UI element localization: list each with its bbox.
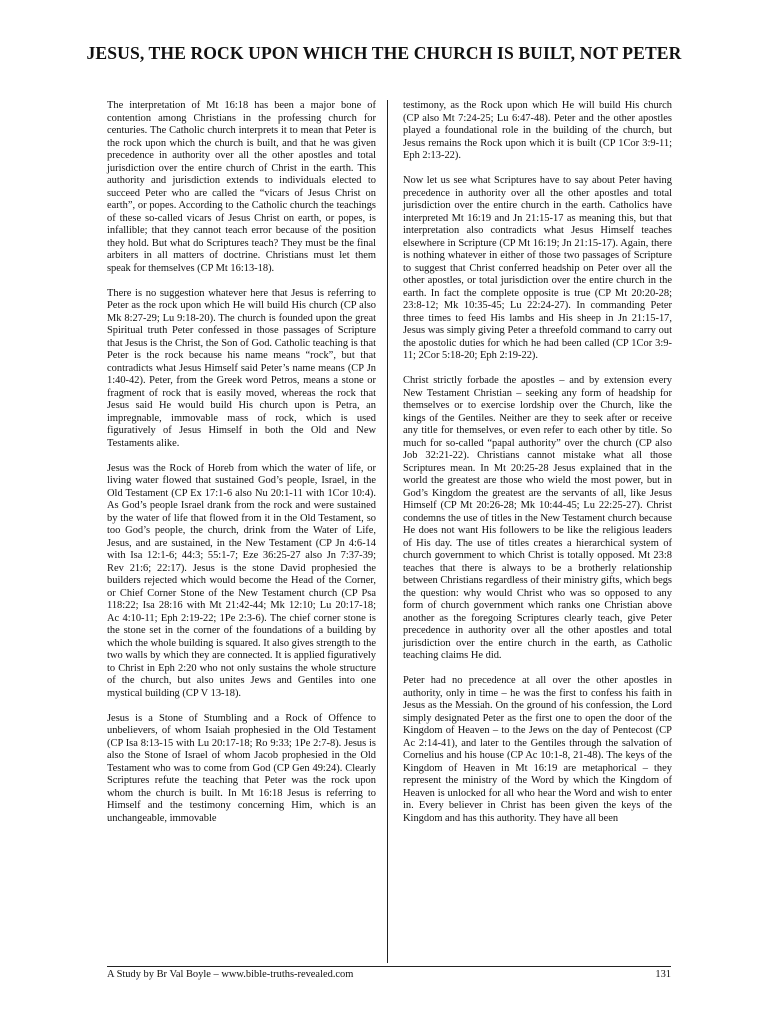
paragraph: Jesus is a Stone of Stumbling and a Rock of Offence to unbelievers, of whom Isaiah prophesied in the Old Testament (CP Isa 8:13-15 with Lu 20:17-18; Ro 9:33; 1Pe 2:7-8). Jesus is also the Stone of Israel of whom Jacob prophesied in the Old Testament who was to come from God (CP Gen 49:24). Clearly Scriptures refute the teaching that Peter was the rock upon whom the church is built. In Mt 16:18 Jesus is referring to Himself and the testimony concerning Him, which is an unchangeable, immovable bbox=[107, 712, 376, 824]
page-number: 131 bbox=[655, 969, 671, 980]
paragraph: The interpretation of Mt 16:18 has been a major bone of contention among Christians in the professing church for centuries. The Catholic church interprets it to mean that Peter is the rock upon which the church is built, and that he was given precedence in authority over all the other apostles and total jurisdiction over the entire church of Christ in the earth. This authority and jurisdiction extends to individuals elected to succeed Peter who are called the “vicars of Jesus Christ on earth”, or popes. According to the Catholic church the teachings of these so-called vicars of Jesus Christ on earth, or popes, is infallible; that they cannot teach error because of the position they hold. But what do Scriptures teach? They must be the final arbiters in all matters of doctrine. Christians must let them speak for themselves (CP Mt 16:13-18). bbox=[107, 100, 376, 274]
paragraph: testimony, as the Rock upon which He will build His church (CP also Mt 7:24-25; Lu 6:47-48). Peter and the other apostles played a foundational role in the building of the church, but Jesus remains the Rock upon which it is built (CP 1Cor 3:9-11; Eph 2:13-22). bbox=[403, 100, 672, 161]
paragraph: Christ strictly forbade the apostles – and by extension every New Testament Christian – seeking any form of headship for themselves or to exercise lordship over the Church, like the kings of the Gentiles. Neither are they to seek after or receive any title for themselves, or even refer to each other by title. So much for so-called “papal authority” over the church (CP also Job 32:21-22). Christians cannot mistake what all those Scriptures mean. In Mt 20:25-28 Jesus explained that in the world the greatest are those who wield the most power, but in God’s Kingdom the greatest are the servants of all, like Jesus Himself (CP Mt 20:26-28; Mk 10:44-45; Lu 22:25-27). Christ condemns the use of titles in the New Testament church because He does not want His followers to be like the religious leaders of His day. The use of titles creates a hierarchical system of church government to which Christ is totally opposed. Mt 23:8 teaches that there is always to be a brotherly relationship between Christians regardless of their ministry gifts, which begs the question: why would Christ who was so opposed to any form of church government which ranks one Christian above another as the foregoing Scriptures clearly teach, give Peter precedence in authority over all the other apostles and total jurisdiction over the entire church in the earth, as Catholic teaching claims He did. bbox=[403, 375, 672, 661]
footer-divider bbox=[107, 966, 671, 967]
column-divider bbox=[387, 100, 388, 963]
footer-attribution: A Study by Br Val Boyle – www.bible-truths-revealed.com bbox=[107, 969, 354, 980]
right-column bbox=[403, 100, 672, 825]
paragraph: There is no suggestion whatever here that Jesus is referring to Peter as the rock upon which He will build His church (CP also Mk 8:27-29; Lu 9:18-20). The church is founded upon the great Spiritual truth Peter confessed in those passages of Scripture that Jesus is the Christ, the Son of God. Catholic teaching is that Peter is the rock because his name means “rock”, but that contradicts what Jesus Himself said Peter’s name means (CP Jn 1:40-42). Peter, from the Greek word Petros, means a stone or fragment of rock that is easily moved, whereas the rock that Jesus said He would build His church upon is Petra, an impregnable, immovable mass of rock, which is used figuratively of Jesus Himself in both the Old and New Testaments alike. bbox=[107, 287, 376, 449]
paragraph: Peter had no precedence at all over the other apostles in authority, only in time – he was the first to confess his faith in Jesus as the Messiah. On the ground of his confession, the Lord simply designated Peter as the first one to open the door of the Kingdom of Heaven – to the Jews on the day of Pentecost (CP Ac 2:14-41), and later to the Gentiles through the salvation of Cornelius and his house (CP Ac 10:1-8, 21-48). The keys of the Kingdom of Heaven in Mt 16:19 are metaphorical – they represent the ministry of the Word by which the Kingdom of Heaven is unlocked for all who hear the Word and wish to enter in. Every believer in Christ has been given the keys of the Kingdom and has this authority. They have all been bbox=[403, 675, 672, 824]
page-title: JESUS, THE ROCK UPON WHICH THE CHURCH IS BUILT, NOT PETER bbox=[86, 43, 682, 63]
paragraph: Now let us see what Scriptures have to say about Peter having precedence in authority over all the other apostles and total jurisdiction over the entire church in the earth. Catholics have interpreted Mt 16:19 and Jn 21:15-17 as meaning this, but that interpretation also contradicts what Jesus Himself teaches elsewhere in Scripture (CP Mt 16:19; Jn 21:15-17). Again, there is nothing whatever in either of those two passages of Scripture to suggest that Christ conferred headship on Peter over all the other apostles, or total jurisdiction over the entire church in the earth. In fact the complete opposite is true (CP Mt 20:20-28; 23:8-12; Mk 10:35-45; Lu 22:24-27). In commanding Peter three times to feed His lambs and His sheep in Jn 21:15-17, Jesus was simply giving Peter a threefold command to carry out the apostolic duties for which he had been called (CP 1Cor 3:9-11; 2Cor 5:18-20; Eph 2:19-22). bbox=[403, 175, 672, 361]
paragraph: Jesus was the Rock of Horeb from which the water of life, or living water flowed that sustained God’s people, Israel, in the Old Testament (CP Ex 17:1-6 also Nu 20:1-11 with 1Cor 10:4). As God’s people Israel drank from the rock and were sustained by the water of life that flowed from it in the Old Testament, so too God’s people, the church, drink from the Water of Life, Jesus, and are sustained, in the New Testament (CP Jn 4:6-14 with Isa 12:1-6; 44:3; 55:1-7; Eze 36:25-27 also Jn 7:37-39; Rev 21:6; 22:17). Jesus is the stone David prophesied the builders rejected which would become the Head of the Corner, or Chief Corner Stone of the New Testament church (CP Psa 118:22; Isa 28:16 with Mt 21:42-44; Mk 12:10; Lu 20:17-18; Ac 4:10-11; Eph 2:19-22; 1Pe 2:3-6). The chief corner stone is the stone set in the corner of the foundations of a building by which the whole building is squared. It also gives strength to the two walls by which they are connected. It is applied figuratively to Christ in Eph 2:20 who not only sustains the whole structure of the church, but also unites Jews and Gentiles into one mystical building (CP V 13-18). bbox=[107, 462, 377, 699]
left-column bbox=[107, 100, 376, 825]
